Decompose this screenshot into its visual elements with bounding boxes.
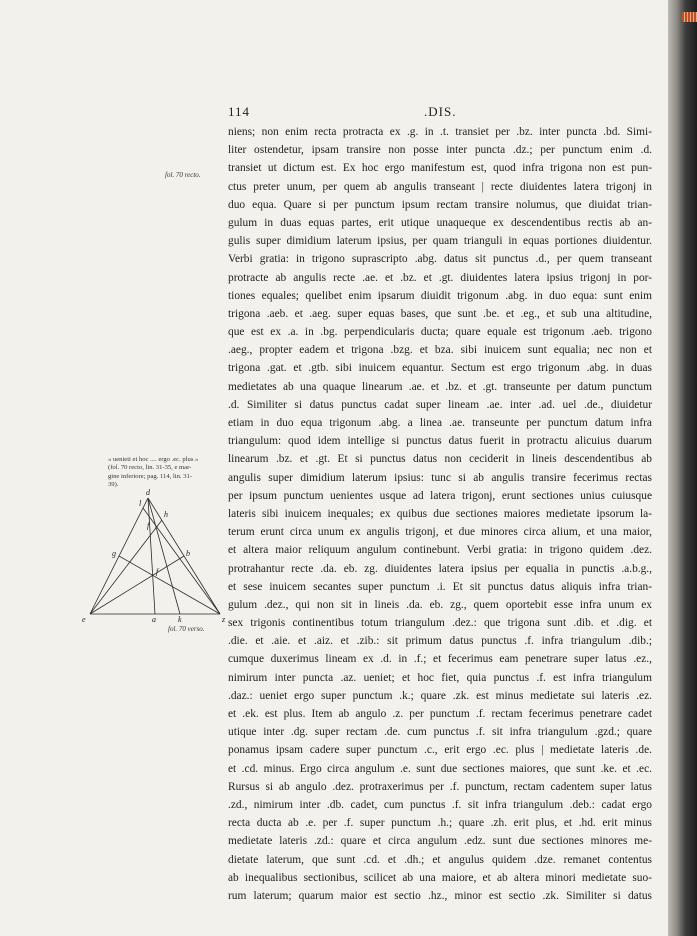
text-line: .die. et .aie. et .aiz. et .zib.: sit primum datus punctus .f. infra triangulum .dib.; (228, 635, 652, 648)
variant-note-line: (fol. 70 recto, lin. 31-35, e mar- (108, 464, 192, 472)
text-line: duo equa. Quare si per punctum ipsum rectam transire nolumus, que diuidat trian- (228, 198, 652, 211)
text-line: ab inequalibus sectionibus, scilicet ab una maiore, et ab altera minori medietate suo- (228, 871, 652, 884)
label-e: e (82, 615, 86, 624)
color-bar-tab (682, 12, 697, 22)
text-line: gulis super dimidium laterum ipsius, per quam trianguli in equas portiones diuidentur. (228, 235, 652, 248)
text-line: lateris sibi inuicem inequales; ex quibus due sectiones maiores medietate ipsorum la- (228, 507, 652, 520)
text-line: triangulum: quod idem intellige si punctus datus fuerit in protractu alicuius duarum (228, 435, 652, 448)
text-line: .d. Similiter si datus punctus cadat super lineam .ae. inter .ad. uel .de., diuidetur (228, 398, 652, 411)
text-line: ponamus ipsam cadere super punctum .c., erit ergo .ec. plus | medietate lateris .de. (228, 744, 652, 757)
label-f: f (156, 567, 159, 576)
triangle-figure (80, 482, 230, 632)
text-line: Verbi gratia: in trigono suprascripto .abg. datus sit punctus .d., per quem transeant (228, 253, 652, 266)
text-line: que est ex .a. in .bg. perpendicularis ducta; quare equale est trigonum .aeb. trigono (228, 326, 652, 339)
text-line: medietate lateris .zd.: quare et circa angulum .edz. sunt due sectiones minores me- (228, 835, 652, 848)
text-line: gulum .dez., qui non sit in lineis .da. eb. zg., quem oportebit esse infra unum ex (228, 598, 652, 611)
text-line: linearum .bz. et .gt. Et si punctus datus non ceciderit in lineis descendentibus ab (228, 453, 652, 466)
margin-note-folio-verso: fol. 70 verso. (168, 625, 205, 633)
label-g: g (112, 549, 116, 558)
variant-note-line: 39). (108, 481, 119, 489)
variant-note-line: « uenieti et hoc .... ergo .ec. plus » (108, 456, 199, 463)
variant-note-line: gine inferiore; pag. 114, lin. 31- (108, 472, 192, 480)
text-line: liter ostendetur, ipsam transire non posse inter puncta .dz.; per punctum enim .d. (228, 144, 652, 157)
text-line: medietates ab una quaque linearum .ae. et .bz. et .gt. transeunte per datum punctum (228, 380, 652, 393)
text-line: niens; non enim recta protracta ex .g. in .t. transiet per .bz. inter puncta .bd. Simi- (228, 126, 652, 138)
text-line: terum erunt circa unum ex angulis trigonj, et due minores circa alium, et una maior, (228, 526, 652, 539)
text-line: cumque duxerimus lineam ex .d. in .f.; et fecerimus eam penetrare super latus .ez., (228, 653, 652, 666)
page-number: 114 (228, 104, 251, 119)
text-line: et altera maior reliquum angulum continebunt. Verbi gratia: in trigono quidem .dez. (228, 544, 652, 557)
margin-note-folio-recto: fol. 70 recto. (165, 171, 201, 179)
label-z: z (222, 615, 226, 624)
text-line: trigona .gat. et .gtb. sibi inuicem equantur. Sectum est ergo trigonum .abg. in duas (228, 362, 652, 375)
text-line: sex trigonis continentibus totum triangulum .dez.: que trigona sunt .dib. et .dig. et (228, 617, 652, 630)
text-line: protrahantur recte .da. eb. zg. diuidentes latera ipsius per equalia in punctis .a.b.g., (228, 562, 652, 575)
text-line: utique inter .dg. super rectam .de. cum punctus .f. sit infra triangulum .gzd.; quare (228, 726, 652, 739)
triangle-diagram (80, 482, 230, 632)
label-b: b (186, 549, 190, 558)
text-line: rum laterum; quarum maior est sectio .hz., minor est sectio .zk. Similiter si datus (228, 889, 652, 902)
page-header (228, 104, 652, 120)
text-line: gulum in duas equas partes, erit utique unaqueque ex descendentibus rectis ab an- (228, 216, 652, 229)
median-da (148, 498, 155, 614)
text-line: per ipsum punctum uenientes usque ad latera trigonj, erunt sectiones unius cuiusque (228, 489, 652, 502)
book-edge (668, 0, 697, 936)
text-line: transiet ut dictum est. Ex hoc ergo manifestum est, quod infra trigona non est pun- (228, 162, 652, 175)
text-line: nimirum inter puncta .az. ueniet; et hoc fiet, quia punctus .f. est infra triangulum (228, 671, 652, 684)
line-zl (143, 508, 220, 614)
text-line: .daz.: ueniet ergo super punctum .k.; quare .zk. est minus medietate sui lateris .ez. (228, 689, 652, 702)
line-eh (90, 520, 162, 614)
text-line: ctus preter unum, per quem ab angulis transeant | recte diuidentes latera trigonj in (228, 180, 652, 193)
main-text-column (228, 123, 652, 905)
text-line: etiam in duo equa trigonum .abg. a linea .ae. transeunte per punctum datum infra (228, 417, 652, 429)
text-line: angulis super dimidium laterum ipsius: tunc si ab angulis transire fecerimus rectas (228, 471, 652, 484)
label-f-upper: f (147, 521, 150, 530)
text-line: tiones equales; quelibet enim ipsarum diuidit trigonum .abg. in duo equa: sunt enim (228, 289, 652, 302)
text-line: et .ek. est plus. Item ab angulo .z. per punctum .f. rectam fecerimus penetrare cadet (228, 708, 652, 720)
text-line: et .cd. minus. Ergo circa angulum .e. sunt due sectiones maiores, que sunt .ke. et .ec. (228, 762, 652, 775)
text-line: .zd., nimirum inter .db. cadet, cum punctus .f. sit infra triangulum .deb.: cadat ergo (228, 798, 652, 811)
label-a: a (152, 615, 156, 624)
text-line: et sese inuicem secantes super punctum .i. Et sit punctus datus aliquis infra trian- (228, 580, 652, 593)
label-h: h (164, 510, 168, 519)
label-k: k (178, 615, 182, 624)
text-line: trigona .aeb. et .aeg. super equas bases, que sunt .be. et .eg., et sub una altitudine, (228, 307, 652, 320)
label-d: d (146, 488, 150, 497)
text-line: protracte ab angulis recte .ae. et .bz. et .gt. diuidentes latera ipsius trigonj in por- (228, 271, 652, 284)
label-l: l (139, 499, 142, 508)
text-line: Rursus si ab angulo .dez. protraxerimus per .f. punctum, rectam cadentem super latus (228, 780, 652, 793)
running-head: .DIS. (424, 104, 457, 119)
text-line: recta ducta ab .e. per .f. super punctum .h.; quare .zh. erit plus, et .hd. erit minus (228, 817, 652, 830)
text-line: .aeg., propter eadem et trigona .bzg. et bza. sibi inuicem sunt equalia; nec non et (228, 344, 652, 357)
text-line: dietate laterum, que sunt .cd. et .dh.; et angulus quidem .dze. remanet contentus (228, 853, 652, 866)
